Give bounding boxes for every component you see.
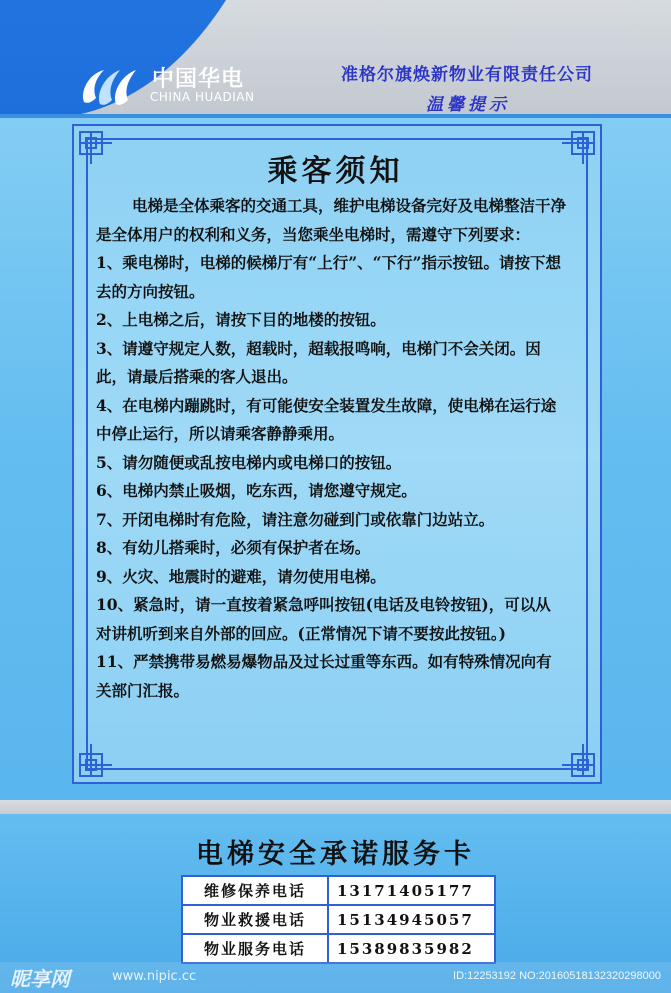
notice-item: 5、请勿随便或乱按电梯内或电梯口的按钮。 [96,452,402,472]
warm-reminder-label: 温馨提示 [426,95,510,115]
brand-name-english: CHINA HUADIAN [150,90,255,104]
notice-intro: 电梯是全体乘客的交通工具，维护电梯设备完好及电梯整洁干净是全体用户的权利和义务，当您乘坐电梯时，需遵守下列要求： [96,196,567,244]
corner-ornament-icon [558,740,598,780]
table-row [182,876,495,905]
contact-label: 物业服务电话 [182,934,328,963]
notice-item: 3、请遵守规定人数，超载时，超载报鸣响，电梯门不会关闭。因此，请最后搭乘的客人退出。 [96,338,541,386]
contact-phone: 15134945057 [328,905,495,934]
notice-item: 6、电梯内禁止吸烟，吃东西，请您遵守规定。 [96,481,417,500]
watermark-site-name: 昵享网 [10,967,70,991]
notice-item: 8、有幼儿搭乘时，必须有保护者在场。 [96,538,371,557]
service-card-title: 电梯安全承诺服务卡 [196,839,475,870]
watermark-url: www.nipic.cc [112,969,197,984]
header-stripe [0,114,671,118]
contact-phone: 13171405177 [328,876,495,905]
contact-label: 维修保养电话 [182,876,328,905]
brand-name-chinese: 中国华电 [152,67,245,92]
contact-phone: 15389835982 [328,934,495,963]
notice-item: 11、严禁携带易燃易爆物品及过长过重等东西。如有特殊情况向有关部门汇报。 [96,652,552,700]
notice-item: 2、上电梯之后，请按下目的地楼的按钮。 [96,310,386,329]
notice-item: 4、在电梯内蹦跳时，有可能使安全装置发生故障，使电梯在运行途中停止运行，所以请乘客静静乘用。 [96,395,557,443]
contact-table [181,875,496,964]
notice-item: 9、火灾、地震时的避难，请勿使用电梯。 [96,566,386,586]
notice-title: 乘客须知 [267,154,404,189]
notice-body [96,192,566,705]
china-huadian-logo-icon [78,64,142,108]
watermark-id: ID:12253192 NO:20160518132320298000 [453,970,661,982]
table-row [182,905,495,934]
section-divider-band [0,800,671,814]
corner-ornament-icon [76,740,116,780]
notice-item: 10、紧急时，请一直按着紧急呼叫按钮(电话及电铃按钮)，可以从对讲机听到来自外部的回应。(正常情况下请不要按此按钮。) [96,595,551,643]
notice-item: 7、开闭电梯时有危险，请注意勿碰到门或依靠门边站立。 [96,509,495,529]
contact-label: 物业救援电话 [182,905,328,934]
company-name: 准格尔旗焕新物业有限责任公司 [341,65,593,85]
table-row [182,934,495,963]
notice-item: 1、乘电梯时，电梯的候梯厅有“上行”、“下行”指示按钮。请按下想去的方向按钮。 [96,253,561,301]
